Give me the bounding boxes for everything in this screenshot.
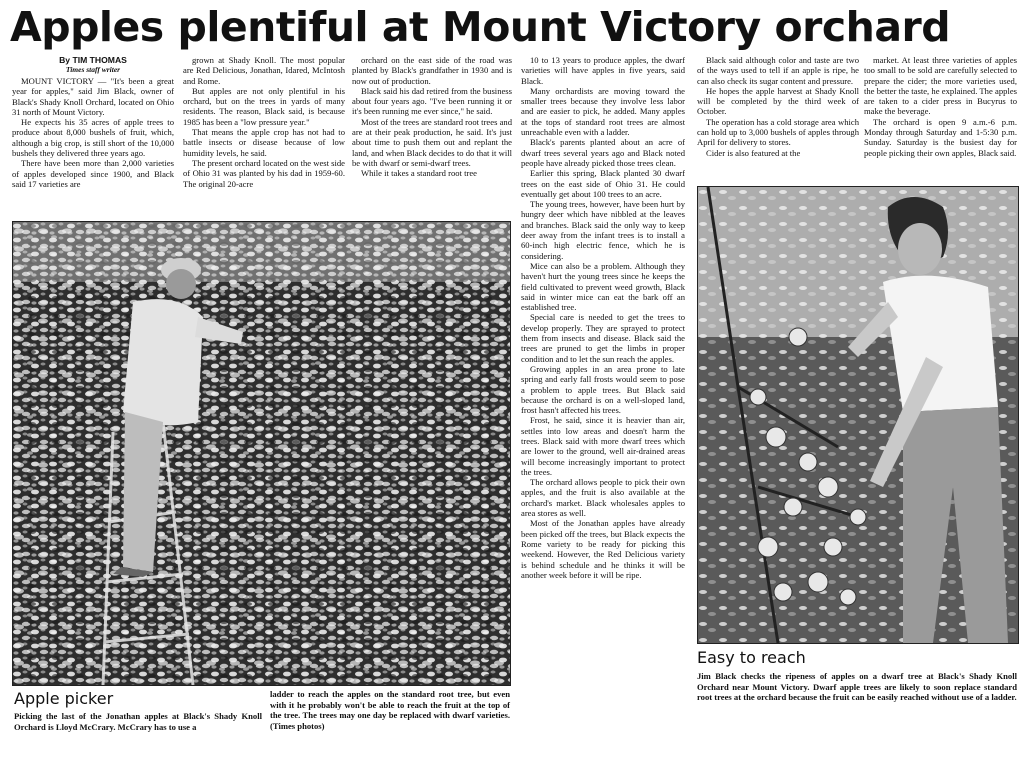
paragraph: The orchard allows people to pick their own apples, and the fruit is also available at the orchard's market. Black wholesales apples to area stores as well. [521, 477, 685, 519]
paragraph: MOUNT VICTORY — "It's been a great year for apples," said Jim Black, owner of Black's Shady Knoll Orchard, located on Ohio 31 north of Mount Victory. [12, 76, 174, 117]
paragraph: Growing apples in an area prone to late spring and early fall frosts would seem to pose a problem to apple trees. But Black said because the orchard is on a well-sloped land, frost hasn't affected his trees. [521, 363, 685, 416]
article-column-3 [352, 55, 512, 179]
paragraph: Cider is also featured at the [706, 147, 801, 158]
paragraph: Black said his dad retired from the business about four years ago. "I've been running it or it's been running me ever since," he said. [352, 85, 512, 117]
paragraph: He hopes the apple harvest at Shady Knoll will be completed by the third week of October. [697, 85, 859, 117]
byline-author: By TIM THOMAS [59, 55, 127, 65]
paragraph: The operation has a cold storage area which can hold up to 3,000 bushels of apples through April for delivery to stores. [697, 116, 859, 148]
paragraph: Most of the trees are standard root trees and are at their peak production, he said. It's just about time to push them out and replant the land, and when Black decides to do that it will be with dwarf or semi-dwarf trees. [352, 116, 512, 168]
paragraph: 10 to 13 years to produce apples, the dwarf varieties will have apples in five years, said Black. [521, 55, 685, 86]
apple-picker-caption-title: Apple picker [14, 689, 114, 708]
byline-role: Times staff writer [65, 65, 121, 74]
paragraph: Black's parents planted about an acre of dwarf trees several years ago and Black noted people have already picked those trees clean. [521, 137, 685, 168]
headline: Apples plentiful at Mount Victory orchard [10, 3, 951, 51]
paragraph: But apples are not only plentiful in his orchard, but on the trees in yards of many residents. The reason, Black said, is because 1985 has been a "low pressure year." [183, 85, 345, 127]
apple-picker-caption-text-a: Picking the last of the Jonathan apples at Black's Shady Knoll Orchard is Lloyd McCrary. McCrary has to use a [14, 711, 262, 732]
byline [12, 55, 174, 75]
paragraph: orchard on the east side of the road was planted by Black's grandfather in 1930 and is now out of production. [352, 55, 512, 86]
paragraph: Mice can also be a problem. Although they haven't hurt the young trees since he keeps the field cultivated to prevent weed growth, Black said in winter mice can eat the bark off an established tree. [521, 260, 685, 313]
paragraph: The orchard is open 9 a.m.-6 p.m. Monday through Saturday and 1-5:30 p.m. Sunday. Saturday is the busiest day for people picking their own apples, Black said. [864, 116, 1017, 158]
easy-to-reach-caption-title: Easy to reach [697, 648, 806, 667]
paragraph: Earlier this spring, Black planted 30 dwarf trees on the east side of Ohio 31. He could eventually get about 100 trees to an acre. [521, 168, 685, 199]
easy-to-reach-caption-text: Jim Black checks the ripeness of apples on a dwarf tree at Black's Shady Knoll Orchard near Mount Victory. Dwarf apple trees are likely to soon replace standard root trees at the orchard because the fruit can be easily reached without use of a ladder. [697, 671, 1017, 702]
article-column-5 [697, 55, 859, 158]
paragraph: market. At least three varieties of apples too small to be sold are carefully selected to prepare the cider; the more varieties used, the better the taste, he explained. The apples are taken to a cider press in Bucyrus to make the beverage. [864, 55, 1017, 117]
article-column-6 [864, 55, 1017, 158]
article-column-2 [183, 55, 345, 189]
apple-picker-photo-image [13, 222, 510, 685]
easy-to-reach-photo-image [698, 187, 1018, 643]
paragraph: Frost, he said, since it is heavier than air, settles into low areas and doesn't harm the trees. Black said with more dwarf trees which are lower to the ground, well air-drained areas will become increasingly important to protect the trees. [521, 415, 685, 477]
article-column-1 [12, 55, 174, 189]
apple-picker-caption-text-b: ladder to reach the apples on the standard root tree, but even with it he probably won't be able to reach the fruit at the top of the tree. The trees may one day be replaced with dwarf varieties. (Times photos) [270, 689, 510, 731]
paragraph: Special care is needed to get the trees to develop properly. They are sprayed to protect them from insects and disease. Black said the trees are pruned to get the limbs in proper condition and to let the sun reach the apples. [521, 312, 685, 364]
apple-picker-photo [12, 221, 511, 686]
article-column-4 [521, 55, 685, 580]
paragraph: Many orchardists are moving toward the smaller trees because they involve less labor and are easier to pick, he added. Many apples at the tops of standard root trees are almost unreachable even with a ladder. [521, 85, 685, 138]
paragraph: The young trees, however, have been hurt by hungry deer which have nibbled at the leaves and branches. Black said the only way to keep deer away from the infant trees is to install a 60-inch high electric fence, which he is considering. [521, 199, 685, 261]
paragraph: He expects his 35 acres of apple trees to produce about 8,000 bushels of fruit, which, although a big crop, is still short of the 10,000 bushels they delivered three years ago. [12, 117, 174, 159]
paragraph: While it takes a standard root tree [361, 168, 477, 179]
paragraph: Most of the Jonathan apples have already been picked off the trees, but Black expects the Rome variety to be ready for picking this weekend. However, the Red Delicious variety is behind schedule and he thinks it will be another week before it will be ripe. [521, 518, 685, 580]
paragraph: That means the apple crop has not had to battle insects or disease because of low humidity levels, he said. [183, 127, 345, 158]
paragraph: The present orchard located on the west side of Ohio 31 was planted by his dad in 1959-60. The original 20-acre [183, 157, 345, 189]
easy-to-reach-photo [697, 186, 1019, 644]
paragraph: grown at Shady Knoll. The most popular are Red Delicious, Jonathan, Idared, McIntosh and Rome. [183, 55, 345, 86]
paragraph: Black said although color and taste are two of the ways used to tell if an apple is ripe, he can also check its sugar content and pressure. [697, 55, 859, 86]
paragraph: There have been more than 2,000 varieties of apples developed since 1900, and Black said 17 varieties are [12, 158, 174, 189]
